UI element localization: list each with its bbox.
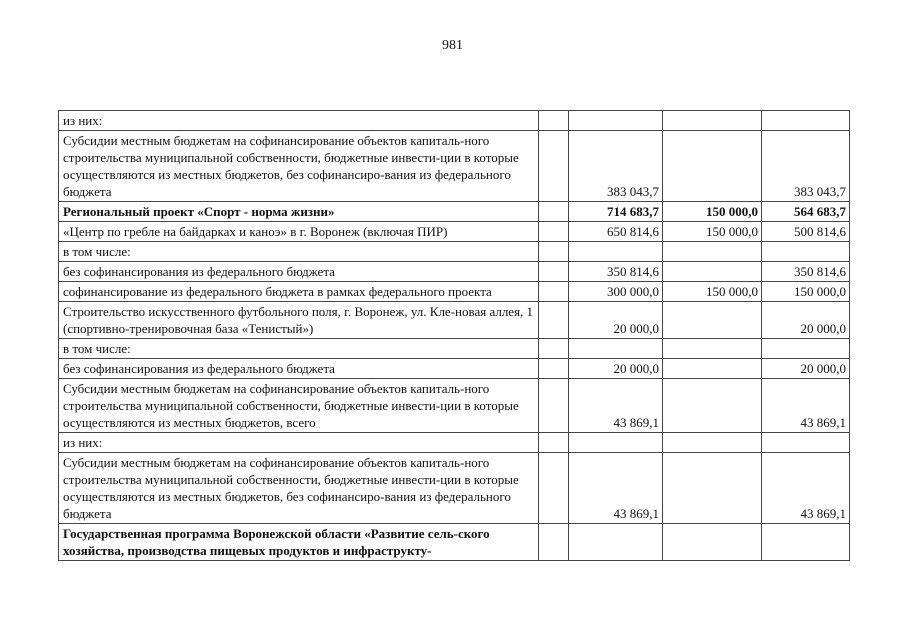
total-amount: 383 043,7 <box>569 131 663 202</box>
empty-cell <box>539 222 569 242</box>
regional-amount: 43 869,1 <box>762 379 850 433</box>
regional-amount: 383 043,7 <box>762 131 850 202</box>
empty-cell <box>539 433 569 453</box>
regional-amount: 564 683,7 <box>762 202 850 222</box>
table-row <box>59 131 850 202</box>
row-description: Региональный проект «Спорт - норма жизни» <box>59 202 539 222</box>
table-row <box>59 359 850 379</box>
row-description: в том числе: <box>59 242 539 262</box>
regional-amount <box>762 242 850 262</box>
federal-amount <box>663 111 762 131</box>
empty-cell <box>539 359 569 379</box>
federal-amount <box>663 524 762 561</box>
table-row <box>59 433 850 453</box>
row-description: в том числе: <box>59 339 539 359</box>
federal-amount: 150 000,0 <box>663 282 762 302</box>
row-description: Государственная программа Воронежской области «Развитие сель-ского хозяйства, производства пищевых продуктов и инфраструкту- <box>59 524 539 561</box>
empty-cell <box>539 242 569 262</box>
budget-table <box>58 110 850 561</box>
row-description: Строительство искусственного футбольного поля, г. Воронеж, ул. Кле-новая аллея, 1 (спортивно-тренировочная база «Тенистый») <box>59 302 539 339</box>
row-description: Субсидии местным бюджетам на софинансирование объектов капиталь-ного строительства муниципальной собственности, бюджетные инвести-ции в которые осуществляются из местных бюджетов, без софинансиро-вания из федерального бюджета <box>59 131 539 202</box>
regional-amount: 20 000,0 <box>762 359 850 379</box>
row-description: без софинансирования из федерального бюджета <box>59 262 539 282</box>
table-row <box>59 524 850 561</box>
row-description: из них: <box>59 433 539 453</box>
empty-cell <box>539 379 569 433</box>
regional-amount <box>762 111 850 131</box>
total-amount <box>569 524 663 561</box>
total-amount: 20 000,0 <box>569 359 663 379</box>
regional-amount: 20 000,0 <box>762 302 850 339</box>
empty-cell <box>539 131 569 202</box>
federal-amount <box>663 453 762 524</box>
federal-amount <box>663 242 762 262</box>
empty-cell <box>539 453 569 524</box>
regional-amount: 150 000,0 <box>762 282 850 302</box>
regional-amount: 350 814,6 <box>762 262 850 282</box>
empty-cell <box>539 111 569 131</box>
table-row <box>59 453 850 524</box>
regional-amount: 43 869,1 <box>762 453 850 524</box>
page-number: 981 <box>442 38 463 53</box>
federal-amount <box>663 359 762 379</box>
table-row <box>59 111 850 131</box>
empty-cell <box>539 524 569 561</box>
empty-cell <box>539 202 569 222</box>
table-row <box>59 339 850 359</box>
row-description: «Центр по гребле на байдарках и каноэ» в г. Воронеж (включая ПИР) <box>59 222 539 242</box>
federal-amount <box>663 302 762 339</box>
total-amount: 650 814,6 <box>569 222 663 242</box>
total-amount: 300 000,0 <box>569 282 663 302</box>
row-description: из них: <box>59 111 539 131</box>
row-description: Субсидии местным бюджетам на софинансирование объектов капиталь-ного строительства муниципальной собственности, бюджетные инвести-ции в которые осуществляются из местных бюджетов, всего <box>59 379 539 433</box>
table-row <box>59 282 850 302</box>
total-amount: 43 869,1 <box>569 379 663 433</box>
table-row <box>59 202 850 222</box>
table-row <box>59 379 850 433</box>
total-amount: 20 000,0 <box>569 302 663 339</box>
total-amount <box>569 433 663 453</box>
budget-table-body <box>59 111 850 561</box>
empty-cell <box>539 262 569 282</box>
empty-cell <box>539 339 569 359</box>
table-row <box>59 242 850 262</box>
row-description: Субсидии местным бюджетам на софинансирование объектов капиталь-ного строительства муниципальной собственности, бюджетные инвести-ции в которые осуществляются из местных бюджетов, без софинансиро-вания из федерального бюджета <box>59 453 539 524</box>
regional-amount <box>762 433 850 453</box>
regional-amount <box>762 339 850 359</box>
total-amount <box>569 111 663 131</box>
total-amount <box>569 242 663 262</box>
federal-amount <box>663 131 762 202</box>
federal-amount: 150 000,0 <box>663 202 762 222</box>
federal-amount <box>663 339 762 359</box>
table-row <box>59 222 850 242</box>
federal-amount <box>663 262 762 282</box>
table-row <box>59 302 850 339</box>
total-amount: 350 814,6 <box>569 262 663 282</box>
row-description: софинансирование из федерального бюджета в рамках федерального проекта <box>59 282 539 302</box>
total-amount: 714 683,7 <box>569 202 663 222</box>
federal-amount <box>663 433 762 453</box>
total-amount: 43 869,1 <box>569 453 663 524</box>
empty-cell <box>539 282 569 302</box>
table-row <box>59 262 850 282</box>
regional-amount <box>762 524 850 561</box>
total-amount <box>569 339 663 359</box>
federal-amount <box>663 379 762 433</box>
empty-cell <box>539 302 569 339</box>
regional-amount: 500 814,6 <box>762 222 850 242</box>
row-description: без софинансирования из федерального бюджета <box>59 359 539 379</box>
federal-amount: 150 000,0 <box>663 222 762 242</box>
